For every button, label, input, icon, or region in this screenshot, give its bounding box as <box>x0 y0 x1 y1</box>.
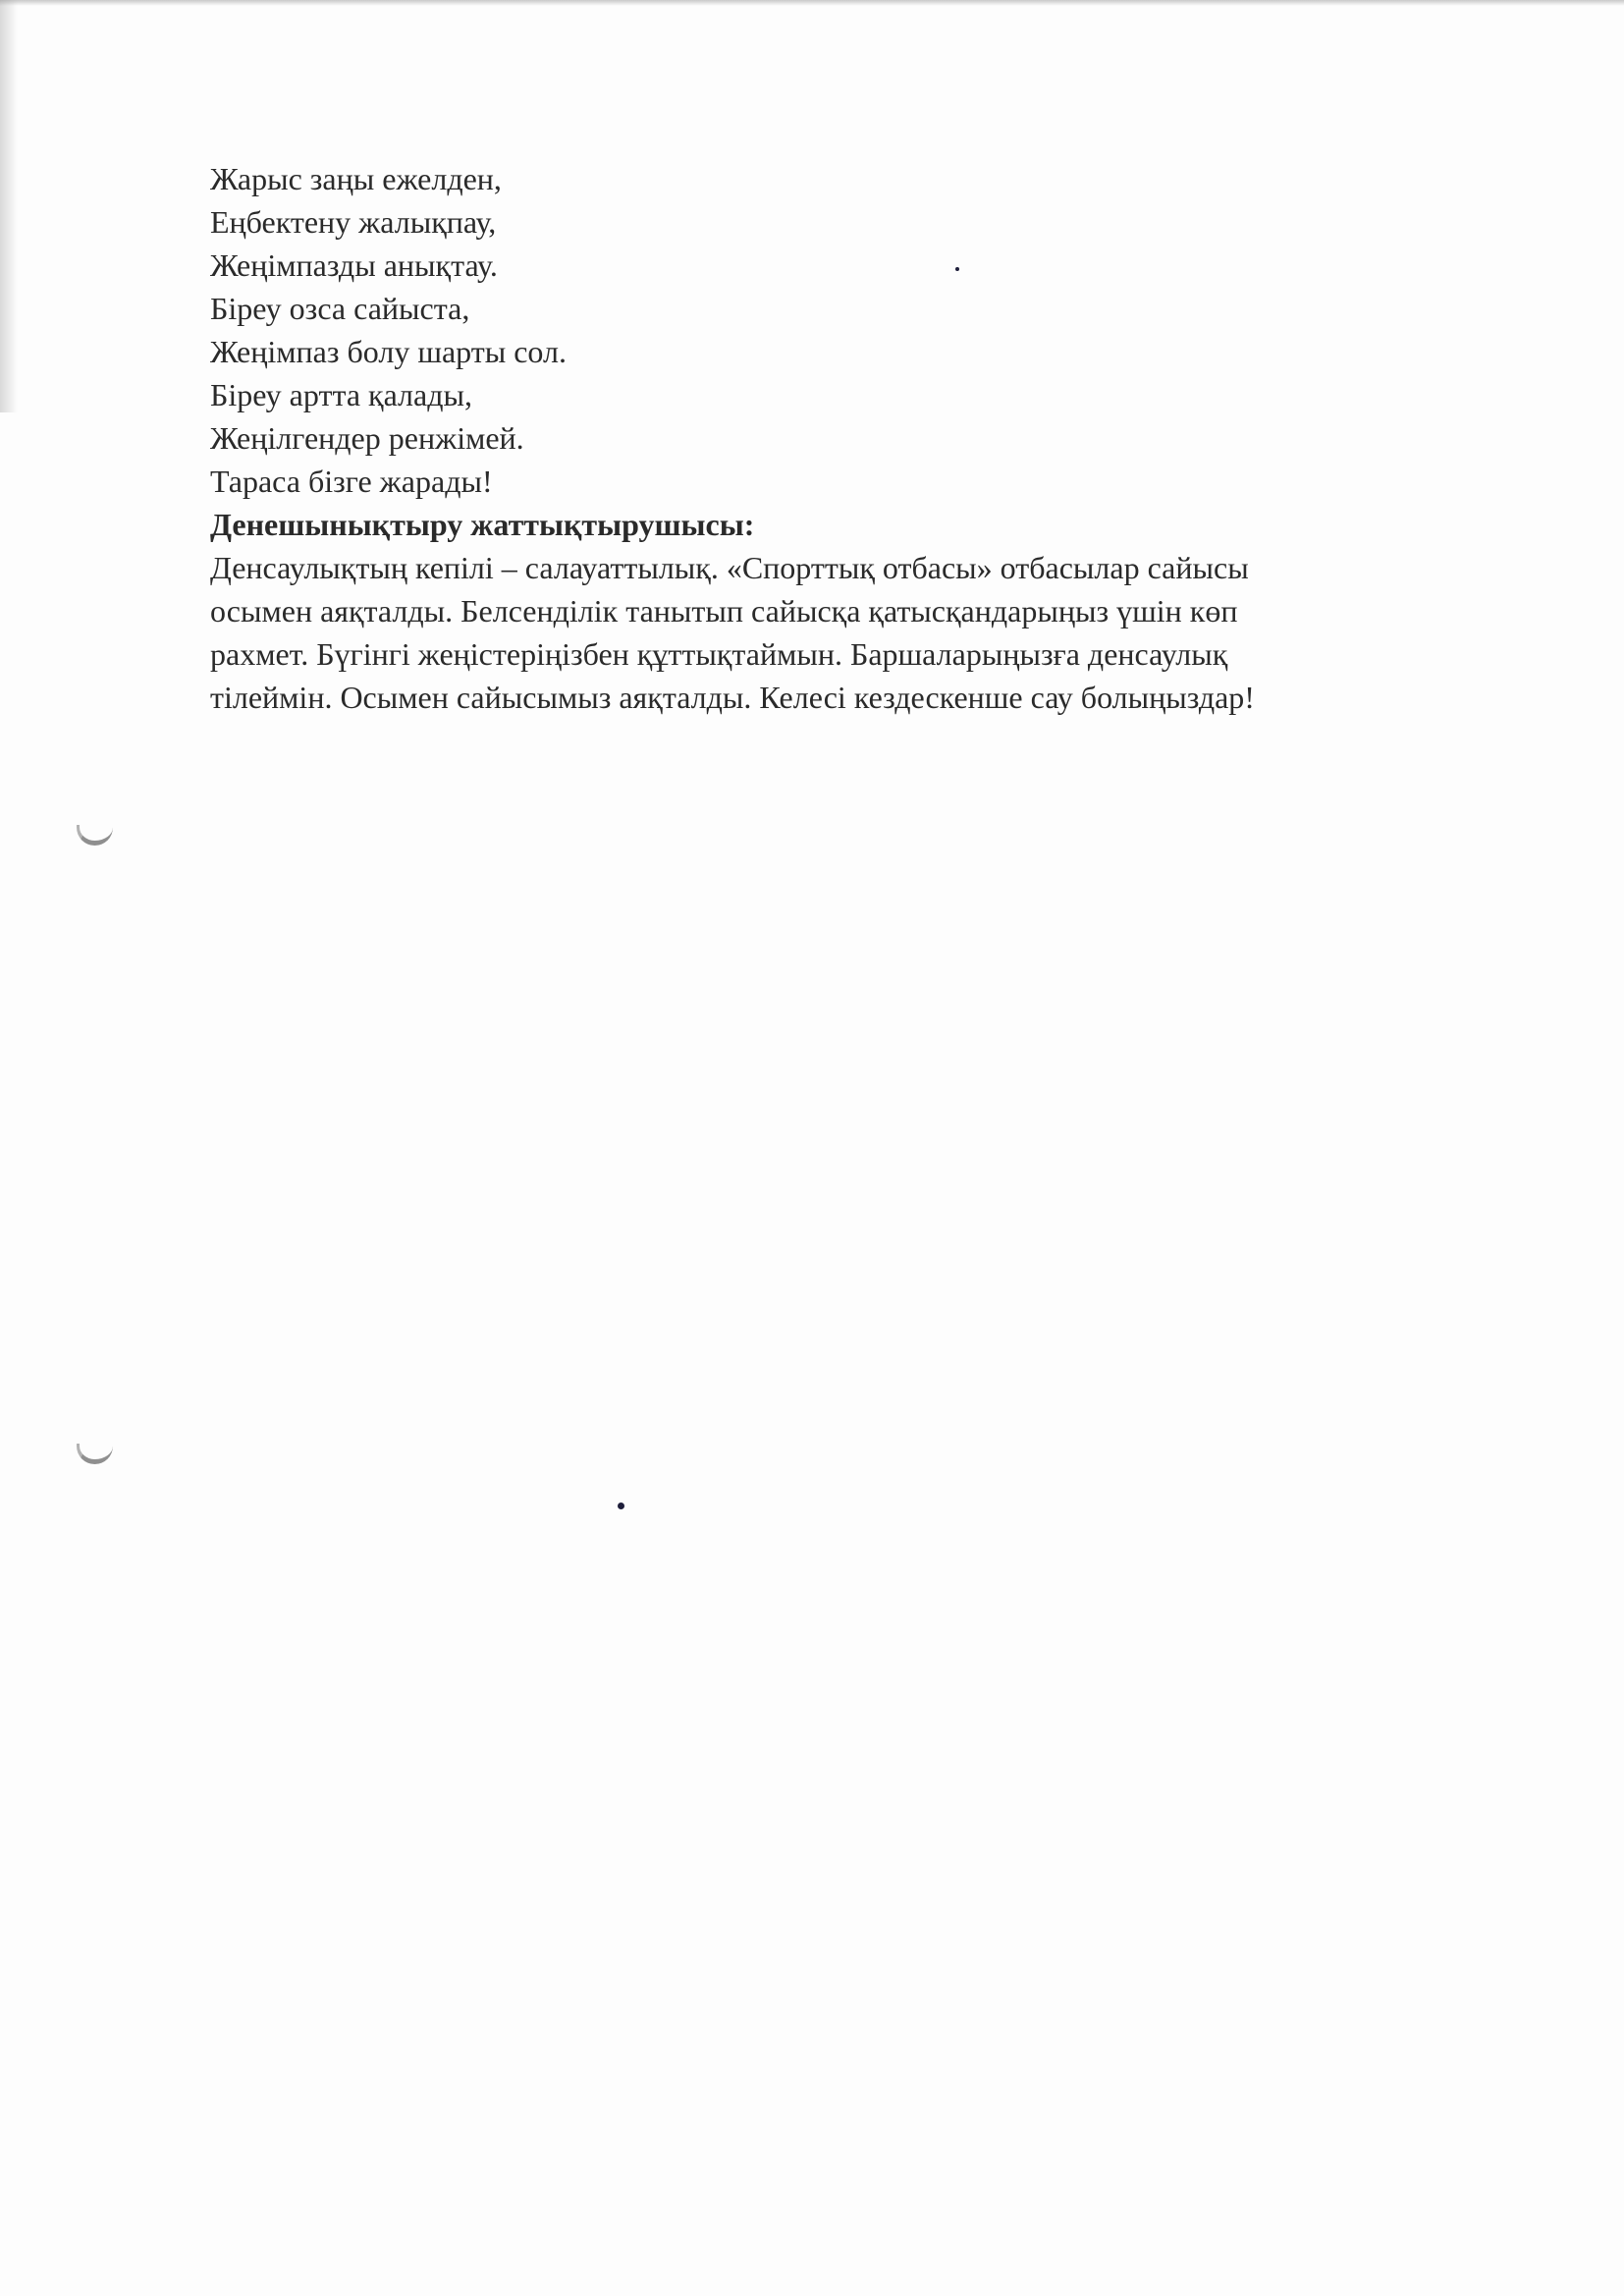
paragraph-line: осымен аяқталды. Белсенділік танытып сайысқа қатысқандарыңыз үшін көп <box>210 593 1238 629</box>
paragraph-line: тілеймін. Осымен сайысымыз аяқталды. Келесі кездескенше сау болыңыздар! <box>210 680 1255 715</box>
document-body <box>210 157 1487 719</box>
ink-speck <box>955 267 959 271</box>
paragraph-line: рахмет. Бүгінгі жеңістеріңізбен құттықтаймын. Баршаларыңызға денсаулық <box>210 636 1228 672</box>
paragraph-line: Денсаулықтың кепілі – салауаттылық. «Спорттық отбасы» отбасылар сайысы <box>210 550 1249 585</box>
poem <box>210 157 1487 503</box>
poem-line: Жеңімпаз болу шарты сол. <box>210 334 567 369</box>
punch-hole-mark <box>77 825 113 846</box>
poem-line: Жарыс заңы ежелден, <box>210 161 502 196</box>
poem-line: Еңбектену жалықпау, <box>210 204 497 240</box>
closing-paragraph <box>210 546 1487 719</box>
scan-left-shadow <box>0 0 18 412</box>
speaker-heading: Денешынықтыру жаттықтырушысы: <box>210 507 755 542</box>
poem-line: Тараса бізге жарады! <box>210 464 493 499</box>
poem-line: Жеңімпазды анықтау. <box>210 247 498 283</box>
punch-hole-mark <box>77 1444 113 1464</box>
scan-top-edge <box>0 0 1624 6</box>
poem-line: Біреу артта қалады, <box>210 377 472 412</box>
ink-speck <box>618 1503 624 1509</box>
poem-line: Жеңілгендер ренжімей. <box>210 420 524 456</box>
poem-line: Біреу озса сайыста, <box>210 291 470 326</box>
